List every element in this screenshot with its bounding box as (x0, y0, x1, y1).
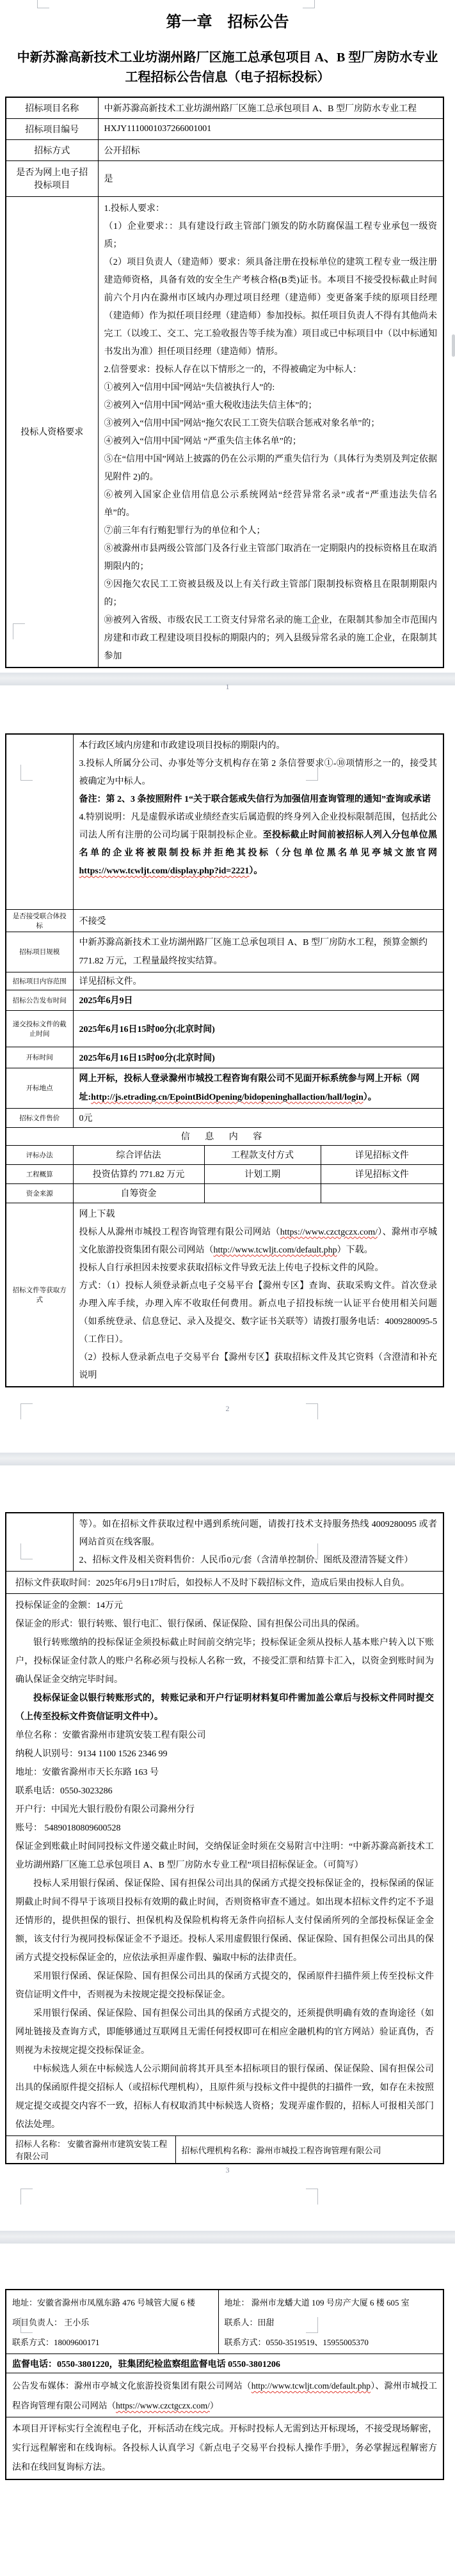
media-text: ）、滁州市城投工程咨询管理有限公司网站（ (12, 2381, 437, 2410)
margin-mark (306, 1403, 318, 1419)
margin-mark (306, 2317, 318, 2333)
media-text: ） (209, 2401, 219, 2410)
grid-value: 详见招标文件 (321, 1145, 443, 1164)
section-header: 信 息 内 容 (6, 1127, 443, 1145)
tenderer-name: 招标人名称： 安徽省滁州市建筑安装工程有限公司 (6, 2136, 175, 2164)
margin-mark (20, 2317, 33, 2333)
row-label: 是否为网上电子招投标项目 (6, 160, 98, 196)
grid-label: 工程概算 (6, 1164, 73, 1183)
qual-paragraph: ①被列入“信用中国”网站“失信被执行人”的: (104, 382, 275, 393)
qual-paragraph: 1.投标人要求： (104, 203, 164, 214)
final-paragraph: 本项目开评标实行全流程电子化，开标活动在线完成。开标时投标人无需到达开标现场，不接受现场解密，实行远程解密和在线询标。各投标人认真学习《新点电子交易平台投标人操作手册》，务必掌握远程解密方法和在线回复询标方法。 (12, 2424, 437, 2472)
special-note-text: 4.特别说明：凡是虚假承诺或业绩经查实后属造假的终身列入企业投标限制范围，包括此公司法人所有注册的公司均属于限制投标企业。 (79, 813, 437, 840)
blacklist-note-tail: ）。 (249, 866, 263, 876)
empty-label-cell (6, 734, 73, 909)
page-1 (0, 0, 455, 691)
margin-mark (37, 0, 49, 8)
row-label: 递交投标文件的截止时间 (6, 1010, 73, 1047)
row-label: 招标项目规模 (6, 932, 73, 972)
margin-mark (306, 623, 318, 639)
grid-value (204, 1183, 321, 1203)
page-2 (0, 733, 455, 1453)
row-label: 招标项目名称 (6, 97, 98, 118)
page-separator (0, 2231, 455, 2244)
row-value-opening-venue (73, 1068, 443, 1108)
qualification-text (98, 196, 443, 667)
empty-label-cell (6, 1513, 73, 1572)
row-label: 是否接受联合体投标 (6, 909, 73, 932)
row-value: 不接受 (73, 909, 443, 932)
margin-mark (303, 0, 315, 8)
page-separator (0, 1453, 455, 1465)
deposit-bank: 开户行：中国光大银行股份有限公司滁州分行 (15, 1805, 195, 1815)
qual-paragraph: ②被列入“信用中国”网站“重大税收违法失信主体”的； (104, 400, 317, 410)
deposit-paragraph: 银行转账缴纳的投标保证金须投标截止时间前交纳完毕；投标保证金须从投标人基本账户转入以下账户，投标保证金付款人的账户名称必须与投标人名称一致，不接受汇票和结算卡汇入，以资金到账时间为确认保证金交纳完毕时间。 (15, 1638, 434, 1685)
media-text: 公告发布媒体：滁州市亭城文化旅游投资集团有限公司网站（ (12, 2381, 251, 2391)
obtain-paragraph: （2）投标人登录新点电子交易平台【滁州专区】获取招标文件及其它资料（含澄清和补充说明 (79, 1352, 437, 1380)
tenderer-project-manager: 项目负责人： 王小乐 (12, 2318, 90, 2327)
page-number: 2 (225, 1403, 230, 1413)
obtain-paragraph: 等）。如在招标文件获取过程中遇到系统问题，请拨打技术支持服务热线 4009280095 或者网站首页在线客服。 (79, 1520, 437, 1547)
deposit-tax-id: 纳税人识别号：9134 1100 1526 2346 99 (15, 1749, 168, 1759)
electronic-bidding-note (6, 2417, 443, 2480)
row-value: 详见招标文件。 (73, 972, 443, 990)
deposit-account-name: 单位名称 ：安徽省滁州市建筑安装工程有限公司 (15, 1731, 206, 1740)
grid-label: 评标办法 (6, 1145, 73, 1164)
row-label: 开标时间 (6, 1047, 73, 1068)
obtain-text: ）下载。 (337, 1245, 373, 1255)
qual-paragraph: ⑥被列入国家企业信用信息公示系统网站“经营异常名录”或者“严重违法失信名单”的。 (104, 490, 437, 518)
grid-label: 工程款支付方式 (204, 1145, 321, 1164)
qual-paragraph: ③被列入“信用中国”网站“拖欠农民工工资失信联合惩戒对象名单”的； (104, 418, 380, 428)
margin-mark (306, 2189, 318, 2205)
margin-mark (306, 765, 318, 781)
media-url-tcwljt: http://www.tcwljt.com/default.php (251, 2381, 371, 2391)
grid-label: 计划工期 (204, 1164, 321, 1183)
margin-mark (20, 2189, 33, 2205)
row-label: 招标公告发布时间 (6, 990, 73, 1010)
deposit-paragraph: 保证金的形式：银行转账、银行电汇、银行保函、保证保险、国有担保公司出具的保函。 (15, 1620, 365, 1629)
qual-paragraph: ⑦前三年有行贿犯罪行为的单位和个人； (104, 526, 266, 536)
blacklist-url: https://www.tcwljt.com/display.php?id=2221 (79, 866, 250, 876)
deposit-paragraph: 采用银行保函、保证保险、国有担保公司出具的保函方式提交的，还须提供明确有效的查询途径（如网址链接及查询方式，即能够通过互联网且无需任何授权即可在相应金融机构的官方网站）验证真伪，否则视为未按规定提交投标保证金。 (15, 2009, 434, 2056)
row-value: 中新苏滁高新技术工业坊湖州路厂区施工总承包项目 A、B 型厂房防水工程，预算金额约 771.82 万元，工程量最终按实结算。 (73, 932, 443, 972)
grid-value: 综合评估法 (73, 1145, 204, 1164)
tenderer-address: 地址：安徽省滁州市凤凰东路 476 号城管大厦 6 楼 (12, 2298, 196, 2307)
grid-value: 投资估算约 771.82 万元 (73, 1164, 204, 1183)
grid-label: 资金来源 (6, 1183, 73, 1203)
row-label: 招标文件售价 (6, 1108, 73, 1127)
obtain-paragraph: 方式：（1）投标人须登录新点电子交易平台【滁州专区】查询、获取采购文件。首次登录办理入库手续，办理入库不收取任何费用。新点电子招投标统一认证平台使用相关问题（如系统登录、信息登记、录入及提交、数字证书关联等）请拨打服务电话：4009280095-5（工作日）。 (79, 1281, 437, 1345)
consult-site-url: https://www.czctgczx.com/ (280, 1227, 378, 1237)
row-value-deadline: 2025年6月16日15时00分(北京时间) (73, 1010, 443, 1047)
agency-contact-block (218, 2290, 443, 2354)
row-label: 招标方式 (6, 139, 98, 160)
agency-contact-person: 联系人：田甜 (224, 2318, 275, 2327)
row-label: 开标地点 (6, 1068, 73, 1108)
scrollbar-thumb[interactable] (452, 334, 455, 357)
obtain-method-text (73, 1203, 443, 1387)
supervision-phone: 监督电话：0550-3801220，驻集团纪检监察组监督电话 0550-3801206 (6, 2354, 443, 2373)
blacklist-note-text: 至投标截止时间前被招标人列入分包单位黑名单的企业将被限制投标并拒绝其投标（分包单位黑名单见亭城文旅官网 (79, 831, 438, 858)
margin-mark (306, 1543, 318, 1559)
deposit-amount: 投标保证金的金额：14万元 (15, 1601, 123, 1611)
row-label: 招标项目编号 (6, 118, 98, 139)
qual-paragraph: ⑧被滁州市县两级公管部门及各行业主管部门取消在一定期限内的投标资格且在取消期限内的； (104, 543, 437, 572)
tenderer-contact-block (6, 2290, 218, 2354)
qual-paragraph: ④被列入“信用中国”网站 “严重失信主体名单”的； (104, 436, 301, 446)
grid-value: 自筹资金 (73, 1183, 204, 1203)
obtain-paragraph: 网上下载 (79, 1209, 115, 1219)
deposit-phone: 联系电话：0550-3023286 (15, 1786, 113, 1796)
margin-mark (20, 765, 33, 781)
row-value-announce-date: 2025年6月9日 (73, 990, 443, 1010)
tenderer-phone: 联系方式：18009600171 (12, 2338, 100, 2347)
media-url-czctgczx: https://www.czctgczx.com/ (116, 2401, 210, 2410)
venue-url: http://js.etrading.cn/EpointBidOpening/bidopeninghallaction/hall/login (91, 1092, 363, 1102)
chapter-title: 第一章 招标公告 (166, 14, 289, 31)
agency-name: 招标代理机构名称：滁州市城投工程咨询管理有限公司 (175, 2136, 443, 2164)
page-4 (0, 2289, 455, 2576)
obtain-text: ）、滁州市亭城文化旅游投资集团有限公司网站（ (79, 1227, 437, 1255)
qual-paragraph: （1）企业要求：：具有建设行政主管部门颁发的防水防腐保温工程专业承包一级资质； (104, 221, 437, 249)
obtain-label: 招标文件等获取方式 (6, 1203, 73, 1387)
obtain-method-continued (73, 1513, 443, 1572)
tcwljt-site-url: http://www.tcwljt.com/default.php (213, 1245, 337, 1255)
row-value: 中新苏滁高新技术工业坊湖州路厂区施工总承包项目 A、B 型厂房防水专业工程 (98, 97, 443, 118)
row-value: 公开招标 (98, 139, 443, 160)
row-value-doc-price: 0元 (73, 1108, 443, 1127)
bid-deposit-section (6, 1594, 443, 2136)
qualification-label: 投标人资格要求 (6, 196, 98, 667)
qual-special-note (79, 809, 438, 880)
doc-acquire-time: 招标文件获取时间：2025年6月9日17时后，如投标人不及时下载招标文件，造成后果由投标人自负。 (6, 1572, 443, 1594)
deposit-paragraph: 投标人采用银行保函、保证保险、国有担保公司出具的保函方式提交投标保证金的，投标保函的保证期截止时间不得早于该项目投标有效期的截止时间，否则资格审查不通过。如出现本招标文件约定不予退还情形的，提供担保的银行、担保机构及保险机构将无条件向招标人支付保函所列的全部投标保证金金额，该支付行为视同投标保证金不予退还。投标人采用虚假银行保函、保证保险、国有担保公司出具的保函方式提交投标保证金的，应依法承担弄虚作假、骗取中标的法律责任。 (15, 1879, 434, 1963)
row-value: 是 (98, 160, 443, 196)
qual-paragraph: ⑩被列入省级、市级农民工工资支付异常名录的施工企业，在限制其参加全市范围内房建和市政工程建设项目投标的期限内的；列入县级异常名录的施工企业，在限制其参加 (104, 615, 437, 661)
row-value-opening-time: 2025年6月16日15时00分(北京时间) (73, 1047, 443, 1068)
deposit-account-number: 账号： 54890180809600528 (15, 1823, 121, 1833)
qual-note: 备注：第 2、3 条按照附件 1“关于联合惩戒失信行为加强信用查询管理的通知”查询或承诺 (79, 795, 431, 804)
contacts-table (5, 2289, 444, 2480)
tender-info-table-continued (5, 733, 444, 1387)
qual-paragraph: 本行政区域内房建和市政建设项目投标的期限内的。 (79, 741, 285, 751)
tender-info-table-page3 (5, 1512, 444, 2164)
page-3 (0, 1512, 455, 2231)
agency-phone: 联系方式：0550-3519519、15955005370 (224, 2338, 369, 2347)
row-value: HXJY1110001037266001001 (98, 118, 443, 139)
obtain-text: 投标人从滁州市城投工程咨询管理有限公司网站（ (79, 1227, 280, 1237)
margin-mark (20, 1543, 33, 1559)
qualification-text-continued (73, 734, 443, 909)
row-label: 招标项目内容范围 (6, 972, 73, 990)
deposit-paragraph: 中标候选人须在中标候选人公示期间前将其开具至本招标项目的银行保函、保证保险、国有担保公司出具的保函原件提交招标人（或招标代理机构），且原件须与投标文件中提供的扫描件一致，如存在未按照规定提交或提交内容不一致，招标人有权取消其中标候选人资格；发现弄虚作假的，招标人可报相关部门依法处理。 (15, 2065, 434, 2130)
qual-paragraph: ⑨因拖欠农民工工资被县级及以上有关行政主管部门限制投标资格且在限制期限内的； (104, 579, 437, 607)
page-number: 3 (225, 2166, 230, 2174)
qual-paragraph: ⑤在“信用中国”网站上披露的仍在公示期的严重失信行为（具体行为类别及判定依据见附件 2)的。 (104, 454, 437, 482)
grid-value (321, 1183, 443, 1203)
qual-paragraph: 2.信誉要求：投标人存在以下情形之一的，不得被确定为中标人： (104, 364, 362, 375)
qual-paragraph: （2）项目负责人（建造师）要求：须具备注册在投标单位的建筑工程专业一级注册建造师资格，具备有效的安全生产考核合格(B类)证书。本项目不接受投标截止时间前六个月内在滁州市区域内办理过项目经理（建造师）变更备案手续的原项目经理（建造师）作为拟任项目经理（建造师）参加投标。拟任项目负责人不得有其他尚未完工（以竣工、交工、完工验收报告等手续为准）项目或已中标项目中（以中标通知书发出为准）担任项目经理（建造师）情形。 (104, 257, 437, 357)
obtain-paragraph: 2、招标文件及相关资料售价：人民币0元/套（含清单控制价、图纸及澄清答疑文件） (79, 1556, 413, 1565)
deposit-paragraph: 投标保证金以银行转账形式的，转账记录和开户行证明材料复印件需加盖公章后与投标文件同时提交（上传至投标文件资信证明文件中）。 (15, 1694, 434, 1722)
deposit-paragraph: 保证金到账截止时间同投标文件递交截止时间，交纳保证金时须在交易附言中注明：“中新苏滁高新技术工业坊湖州路厂区施工总承包项目 A、B 型厂房防水专业工程”项目招标保证金。（可简写） (15, 1842, 434, 1870)
deposit-paragraph: 采用银行保函、保证保险、国有担保公司出具的保函方式提交的，保函原件扫描件须上传至投标文件资信证明文件中，否则视为未按规定提交投标保证金。 (15, 1972, 434, 2000)
document-title: 中新苏滁高新技术工业坊湖州路厂区施工总承包项目 A、B 型厂房防水专业工程招标公告信息（电子招标投标） (17, 51, 438, 84)
venue-tail: ）。 (363, 1092, 377, 1102)
margin-mark (13, 623, 25, 639)
qual-paragraph: 3.投标人所属分公司、办事处等分支机构存在第 2 条信誉要求①-⑩项情形之一的，接受其被确定为中标人。 (79, 759, 437, 786)
page-number: 1 (225, 682, 230, 691)
deposit-address: 地址：安徽省滁州市天长东路 163 号 (15, 1768, 159, 1777)
tender-info-table (5, 97, 444, 668)
obtain-paragraph: 投标人自行承担因未按要求获取招标文件导致无法上传电子投标文件的风险。 (79, 1263, 384, 1273)
venue-text: 网上开标，投标人登录滁州市城投工程咨询有限公司不见面开标系统参与网上开标（网址: (79, 1073, 420, 1102)
media-paragraph (12, 2376, 437, 2416)
margin-mark (20, 1403, 33, 1419)
announcement-media (6, 2373, 443, 2417)
grid-value: 详见招标文件 (321, 1164, 443, 1183)
agency-address: 地址： 滁州市龙蟠大道 109 号房产大厦 6 楼 605 室 (224, 2298, 410, 2307)
obtain-paragraph (79, 1224, 438, 1260)
